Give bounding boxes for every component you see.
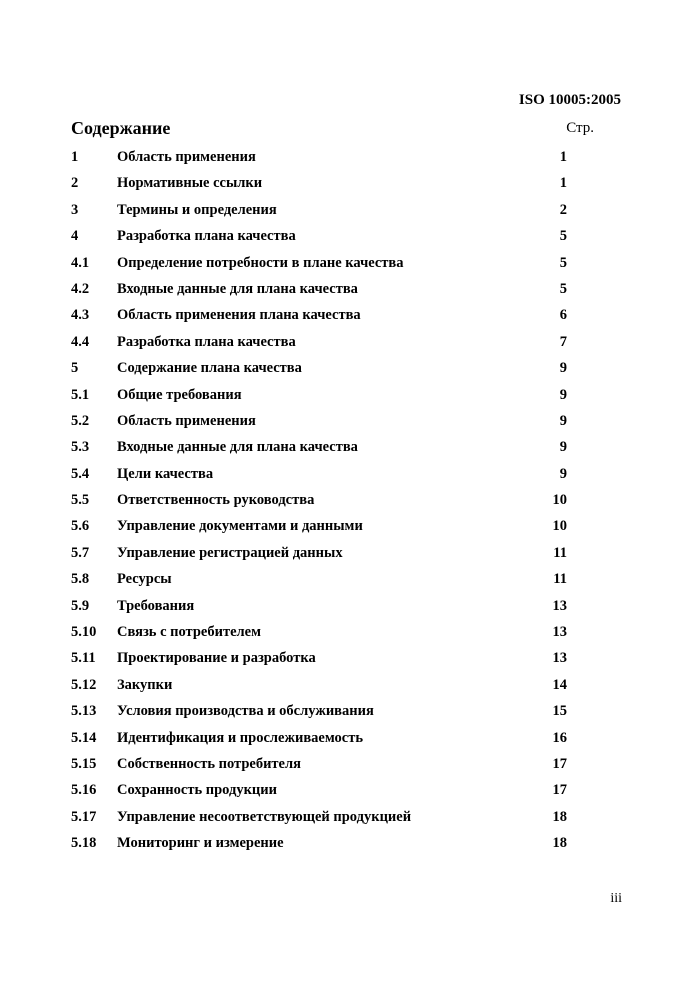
toc-entry-page: 18 [552,808,567,825]
toc-entry-title: Разработка плана качества [117,333,296,350]
toc-entry[interactable] [71,279,567,305]
toc-entry-number: 2 [71,175,79,192]
toc-entry-page: 9 [559,386,567,403]
toc-entry-title: Условия производства и обслуживания [117,703,374,720]
toc-entry-page: 13 [552,624,567,641]
toc-entry-number: 4.1 [71,254,90,271]
toc-entry-page: 9 [559,360,567,377]
toc-entry-title: Управление несоответствующей продукцией [117,808,412,825]
toc-entry[interactable] [71,305,567,331]
toc-entry-page: 5 [559,280,567,297]
document-id: ISO 10005:2005 [518,92,621,108]
toc-list [71,147,567,860]
toc-entry-number: 5.18 [71,835,97,852]
toc-entry-number: 5.2 [71,412,90,429]
toc-entry[interactable] [71,701,567,727]
toc-entry-page: 5 [559,254,567,271]
toc-entry-number: 5.9 [71,597,90,614]
toc-entry-title: Содержание плана качества [117,360,302,377]
toc-entry[interactable] [71,569,567,595]
toc-entry-title: Область применения [117,149,256,165]
toc-title: Содержание [71,118,171,138]
toc-entry-title: Область применения плана качества [117,307,361,324]
toc-entry-title: Проектирование и разработка [117,650,316,667]
toc-entry-number: 5.8 [71,571,90,588]
toc-entry-number: 5.14 [71,729,97,746]
toc-entry-page: 1 [559,175,567,192]
toc-entry-number: 4.2 [71,280,90,297]
toc-entry[interactable] [71,596,567,622]
page-number: iii [610,891,622,906]
toc-entry[interactable] [71,200,567,226]
toc-entry-number: 5.4 [71,465,90,482]
toc-entry[interactable] [71,464,567,490]
toc-entry-title: Управление регистрацией данных [117,544,343,561]
toc-entry-number: 4.3 [71,307,90,324]
toc-entry-title: Общие требования [117,386,242,403]
toc-entry-title: Закупки [117,676,173,693]
toc-entry-page: 13 [552,650,567,667]
toc-entry-title: Входные данные для плана качества [117,280,358,297]
toc-entry-number: 5.6 [71,518,90,535]
toc-entry[interactable] [71,411,567,437]
toc-entry-page: 6 [559,307,567,324]
toc-entry-page: 10 [552,492,567,509]
toc-entry-title: Цели качества [117,465,214,482]
toc-entry-number: 4.4 [71,333,90,350]
toc-entry[interactable] [71,437,567,463]
toc-entry-page: 9 [559,465,567,482]
toc-entry-page: 11 [553,544,567,561]
toc-entry-page: 9 [559,412,567,429]
toc-entry-page: 18 [552,835,567,852]
page-column-label: Стр. [566,120,594,136]
toc-entry-page: 1 [559,149,567,165]
toc-entry-page: 14 [552,676,567,693]
toc-entry-title: Требования [117,597,195,614]
toc-entry-page: 5 [559,228,567,245]
toc-entry-number: 5.16 [71,782,97,799]
toc-entry-number: 5 [71,360,79,377]
toc-entry-title: Разработка плана качества [117,228,296,245]
toc-entry[interactable] [71,754,567,780]
toc-entry-page: 9 [559,439,567,456]
toc-entry[interactable] [71,833,567,859]
toc-entry-title: Ресурсы [117,571,172,588]
toc-entry-title: Область применения [117,412,256,429]
toc-entry-number: 5.5 [71,492,90,509]
toc-entry-page: 16 [552,729,567,746]
toc-entry-number: 5.17 [71,808,97,825]
toc-entry-page: 7 [559,333,567,350]
toc-entry[interactable] [71,516,567,542]
toc-entry[interactable] [71,332,567,358]
toc-entry-number: 5.15 [71,755,97,772]
toc-entry-number: 5.10 [71,624,97,641]
toc-entry[interactable] [71,807,567,833]
toc-entry-page: 17 [552,755,567,772]
toc-entry-page: 13 [552,597,567,614]
toc-entry-page: 2 [559,201,567,218]
toc-entry[interactable] [71,226,567,252]
toc-entry-number: 3 [71,201,79,218]
toc-entry-title: Связь с потребителем [117,624,261,641]
toc-entry[interactable] [71,385,567,411]
toc-entry-title: Ответственность руководства [117,492,315,509]
toc-entry-number: 5.12 [71,676,97,693]
toc-entry-title: Управление документами и данными [117,518,363,535]
toc-entry-page: 15 [552,703,567,720]
toc-entry-number: 1 [71,149,79,165]
toc-entry-number: 5.13 [71,703,97,720]
toc-entry[interactable] [71,622,567,648]
toc-entry-title: Мониторинг и измерение [117,835,284,852]
toc-entry-title: Сохранность продукции [117,782,277,799]
toc-entry[interactable] [71,543,567,569]
toc-entry-number: 5.3 [71,439,90,456]
toc-entry-number: 5.11 [71,650,96,667]
toc-entry[interactable] [71,675,567,701]
toc-entry-page: 11 [553,571,567,588]
toc-entry-title: Нормативные ссылки [117,175,263,192]
toc-entry-title: Идентификация и прослеживаемость [117,729,364,746]
toc-entry-title: Определение потребности в плане качества [117,254,404,271]
toc-entry-number: 4 [71,228,79,245]
toc-entry[interactable] [71,490,567,516]
toc-entry[interactable] [71,728,567,754]
toc-entry[interactable] [71,173,567,199]
toc-entry-number: 5.1 [71,386,90,403]
toc-entry[interactable] [71,253,567,279]
toc-entry-title: Термины и определения [117,201,277,218]
toc-entry[interactable] [71,147,567,173]
toc-entry-number: 5.7 [71,544,90,561]
toc-entry-title: Собственность потребителя [117,755,301,772]
toc-entry[interactable] [71,358,567,384]
toc-entry-page: 10 [552,518,567,535]
toc-entry[interactable] [71,648,567,674]
toc-entry-title: Входные данные для плана качества [117,439,358,456]
toc-entry-page: 17 [552,782,567,799]
toc-entry[interactable] [71,780,567,806]
